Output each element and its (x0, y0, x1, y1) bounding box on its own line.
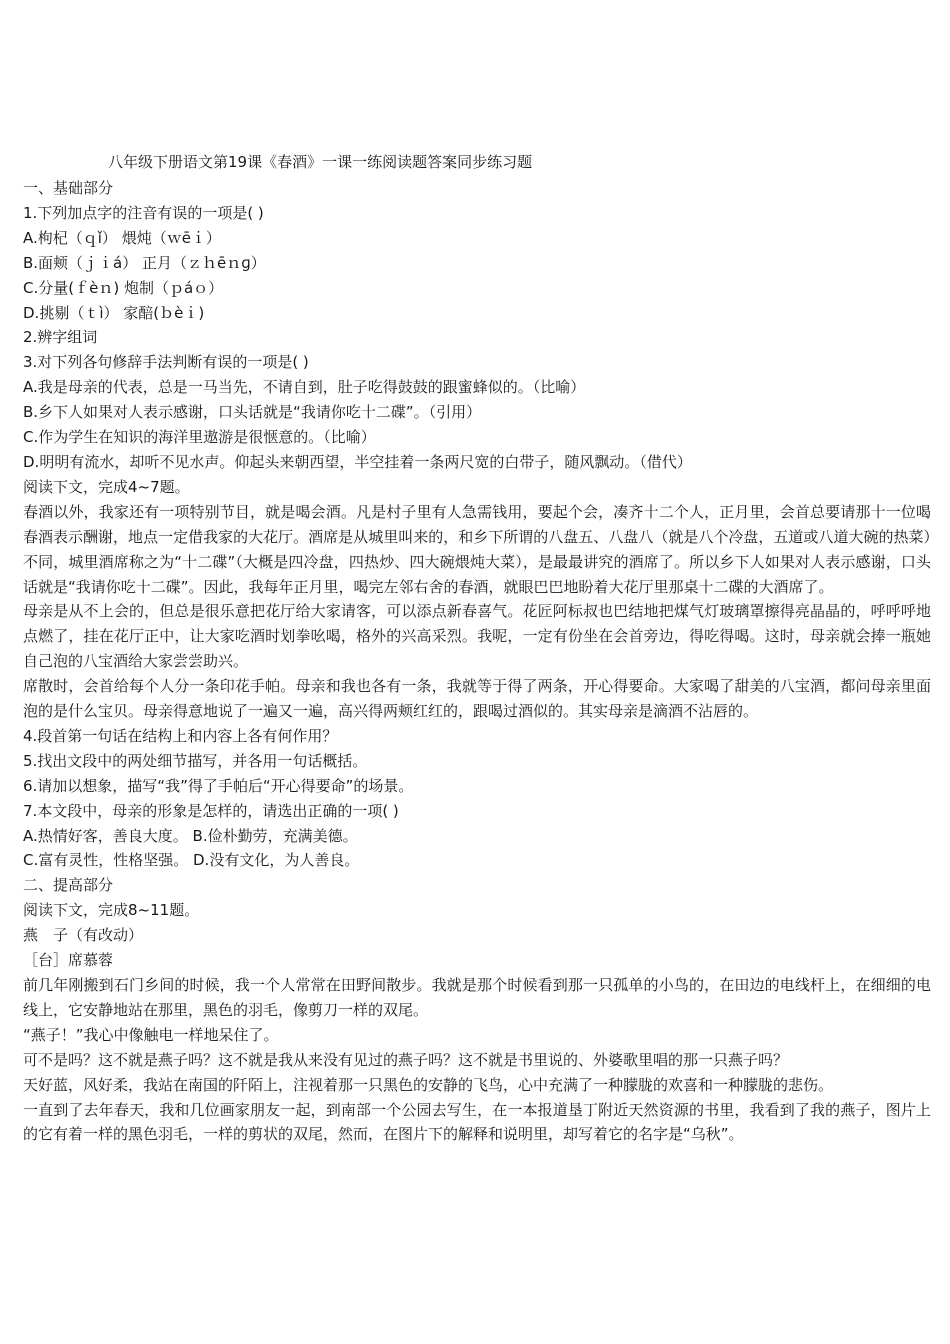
question-3-option-b: B.乡下人如果对人表示感谢，口头话就是“我请你吃十二碟”。（引用） (23, 403, 482, 422)
question-1-option-d: D.挑剔（ｔì） 家醅(ｂèｉ) (23, 303, 205, 322)
question-3-option-c: C.作为学生在知识的海洋里遨游是很惬意的。（比喻） (23, 428, 376, 447)
passage-2-paragraph-1: 前几年刚搬到石门乡间的时候，我一个人常常在田野间散步。我就是那个时候看到那一只孤单的小鸟的，在田边的电线杆上，在细细的电线上，它安静地站在那里，黑色的羽毛，像剪刀一样的双尾。 (23, 976, 931, 1019)
part1-heading: 一、基础部分 (23, 179, 114, 197)
passage-1-paragraph-2: 母亲是从不上会的，但总是很乐意把花厅给大家请客，可以添点新春喜气。花匠阿标叔也巴结地把煤气灯玻璃罩擦得亮晶晶的，呼呼呼地点燃了，挂在花厅正中，让大家吃酒时划拳吆喝，格外的兴高采烈。我呢，一定有份坐在会首旁边，得吃得喝。这时，母亲就会捧一瓶她自己泡的八宝酒给大家尝尝助兴。 (23, 602, 931, 671)
passage-2-paragraph-2: “燕子！”我心中像触电一样地呆住了。 (23, 1025, 279, 1044)
passage-2-paragraph-3: 可不是吗？这不就是燕子吗？这不就是我从来没有见过的燕子吗？这不就是书里说的、外婆歌里唱的那一只燕子吗？ (23, 1050, 789, 1069)
passage-1-paragraph-3: 席散时，会首给每个人分一条印花手帕。母亲和我也各有一条，我就等于得了两条，开心得要命。大家喝了甜美的八宝酒，都问母亲里面泡的是什么宝贝。母亲得意地说了一遍又一遍，高兴得两颊红红的，跟喝过酒似的。其实母亲是滴酒不沾唇的。 (23, 677, 931, 721)
question-1: 1.下列加点字的注音有误的一项是( ) (23, 203, 264, 222)
question-4: 4.段首第一句话在结构上和内容上各有何作用？ (23, 726, 338, 745)
passage-2-title: 燕 子（有改动） (23, 926, 144, 945)
question-6: 6.请加以想象，描写“我”得了手帕后“开心得要命”的场景。 (23, 776, 414, 795)
question-7: 7.本文段中，母亲的形象是怎样的，请选出正确的一项( ) (23, 801, 399, 820)
question-5: 5.找出文段中的两处细节描写，并各用一句话概括。 (23, 751, 368, 770)
question-1-option-c: C.分量(ｆèｎ) 炮制（ｐáｏ） (23, 278, 224, 297)
passage-2-paragraph-5: 一直到了去年春天，我和几位画家朋友一起，到南部一个公园去写生，在一本报道垦丁附近天然资源的书里，我看到了我的燕子，图片上的它有着一样的黑色羽毛，一样的剪状的双尾，然而，在图片下的解释和说明里，却写着它的名字是“乌秋”。 (23, 1100, 931, 1144)
reading-1-intro: 阅读下文，完成4~7题。 (23, 477, 190, 496)
question-7-options-ab: A.热情好客，善良大度。 B.俭朴勤劳，充满美德。 (23, 826, 358, 845)
passage-2-paragraph-4: 天好蓝，风好柔，我站在南国的阡陌上，注视着那一只黑色的安静的飞鸟，心中充满了一种朦胧的欢喜和一种朦胧的悲伤。 (23, 1075, 834, 1094)
passage-1-paragraph-1: 春酒以外，我家还有一项特别节目，就是喝会酒。凡是村子里有人急需钱用，要起个会，凑齐十二个人，正月里，会首总要请那十一位喝春酒表示酬谢，地点一定借我家的大花厅。酒席是从城里叫来的，和乡下所谓的八盘五、八盘八（就是八个冷盘，五道或八道大碗的热菜）不同，城里酒席称之为“十二碟”（大概是四冷盘，四热炒、四大碗煨炖大菜），是最最讲究的酒席了。所以乡下人如果对人表示感谢，口头话就是“我请你吃十二碟”。因此，我每年正月里，喝完左邻右舍的春酒，就眼巴巴地盼着大花厅里那桌十二碟的大酒席了。 (23, 502, 931, 596)
document-body (23, 176, 931, 1147)
document-title: 八年级下册语文第19课《春酒》一课一练阅读题答案同步练习题 (108, 153, 533, 171)
question-1-option-b: B.面颊（ｊｉá） 正月（ｚｈēｎɡ） (23, 253, 266, 272)
question-3: 3.对下列各句修辞手法判断有误的一项是( ) (23, 353, 309, 372)
question-7-options-cd: C.富有灵性，性格坚强。 D.没有文化，为人善良。 (23, 851, 360, 870)
question-3-option-d: D.明明有流水，却听不见水声。仰起头来朝西望，半空挂着一条两尺宽的白带子，随风飘动。（借代） (23, 452, 692, 471)
question-2: 2.辨字组词 (23, 328, 98, 347)
part2-heading: 二、提高部分 (23, 876, 114, 895)
question-3-option-a: A.我是母亲的代表，总是一马当先，不请自到，肚子吃得鼓鼓的跟蜜蜂似的。（比喻） (23, 378, 586, 397)
passage-2-author: ［台］席慕蓉 (23, 951, 114, 970)
question-1-option-a: A.枸杞（ｑǐ） 煨炖（ｗēｉ） (23, 228, 221, 247)
reading-2-intro: 阅读下文，完成8~11题。 (23, 901, 200, 920)
